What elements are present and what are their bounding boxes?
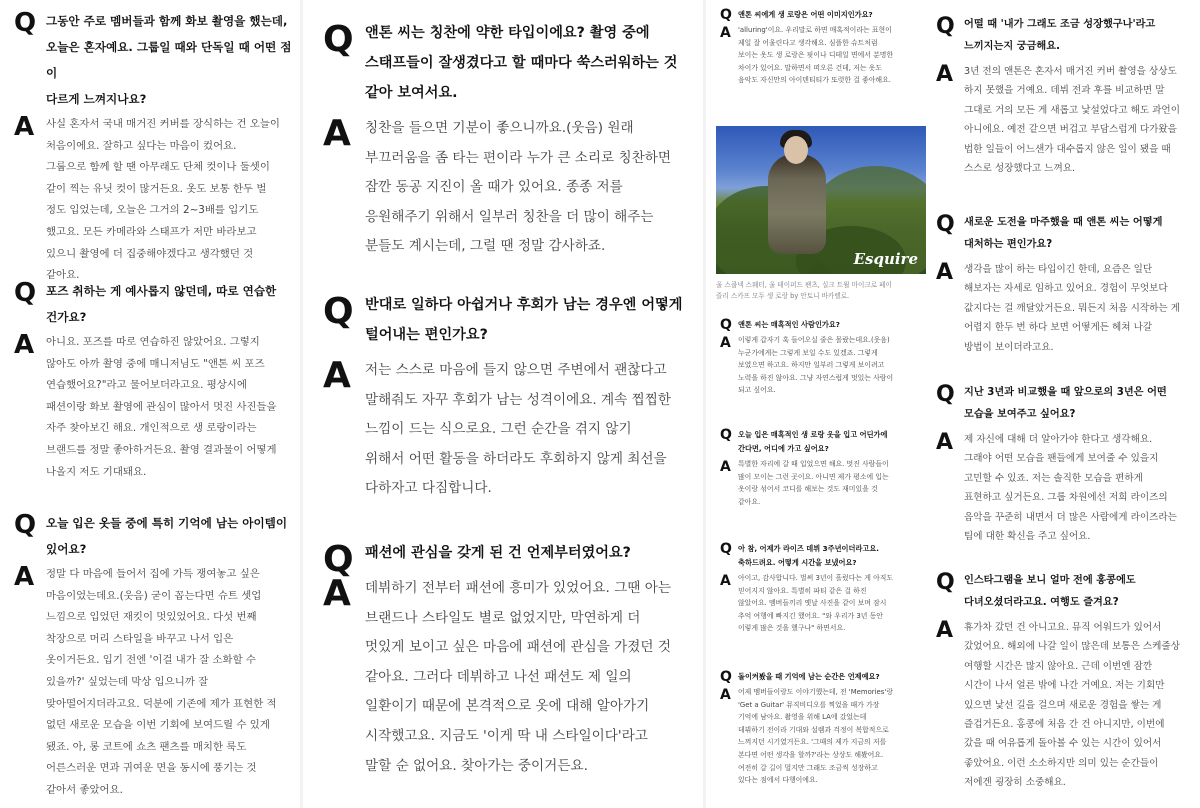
qa-item: [706, 542, 929, 635]
answer-text: 이렇게 갑자기 훅 들어오실 줄은 몰랐는데요.(웃음) 누군가에게는 그렇게 보일 수도 있겠죠. 그렇게 보였으면 하고요. 하지만 일부러 그렇게 보이려고 노력을 하진 않아요. 그냥 자연스럽게 멋있는 사람이 되고 싶어요.: [738, 336, 894, 395]
answer-text: 'alluring'이요. 우리말로 하면 매혹적이라는 표현이 제일 잘 어울린다고 생각해요. 심플한 슈트처럼 보이는 옷도 생 로랑은 핏이나 디테일 면에서 분명한 차이가 있어요. 말하면서 떠오른 건데, 저는 옷도 음악도 자신만의 아이덴티티가 또렷한 걸 좋아해요.: [738, 26, 894, 85]
q-mark: Q: [720, 669, 732, 685]
answer: [930, 430, 1200, 546]
question: [706, 8, 929, 22]
question-text: 지난 3년과 비교했을 때 앞으로의 3년은 어떤 모습을 보여주고 싶어요?: [964, 387, 1167, 420]
answer-text: 저는 스스로 마음에 들지 않으면 주변에서 괜찮다고 말해줘도 자꾸 후회가 남는 성격이에요. 계속 찝찝한 느낌이 드는 식으로요. 그런 순간을 겪지 않기 위해서 어떤 활동을 하더라도 후회하지 않게 최선을 다하자고 다짐합니다.: [365, 362, 672, 497]
qa-item: [303, 290, 703, 504]
answer: [930, 618, 1200, 793]
photo-caption: 울 스쿱넥 스웨터, 울 테이퍼드 팬츠, 실크 트윌 마이크로 페이 즐리 스카프 모두 생 로랑 by 안토니 바카렐로.: [716, 281, 892, 300]
model-figure: [768, 154, 826, 254]
answer-text: 어제 멤버들이랑도 이야기했는데, 전 'Memories'랑 'Get a Guitar' 뮤직비디오를 찍었을 때가 가장 기억에 남아요. 촬영을 위해 LA에 갔었는데 데뷔하기 전이라 기대와 설렘과 걱정이 복합적으로 느껴지던 시기였거든요. '그때의 제가 지금의 저를 본다면 어떤 생각을 할까?'라는 상상도 해봤어요. 여전히 갈 길이 멀지만 그래도 조금씩 성장하고 있다는 점에서 다행이에요.: [738, 688, 893, 785]
qa-item: [930, 382, 1200, 546]
q-mark: Q: [936, 212, 955, 237]
question-text: 패션에 관심을 갖게 된 건 언제부터였어요?: [365, 545, 631, 561]
q-mark: Q: [936, 382, 955, 407]
a-mark: A: [14, 330, 35, 360]
a-mark: A: [323, 113, 351, 154]
question: [0, 8, 300, 112]
qa-item: [706, 8, 929, 87]
answer-text: 사실 혼자서 국내 매거진 커버를 장식하는 건 오늘이 처음이에요. 잘하고 싶다는 마음이 컸어요. 그룹으로 함께 할 땐 아무래도 단체 컷이나 둘셋이 같이 찍는 유닛 컷이 많거든요. 옷도 보통 한두 벌 정도 입었는데, 오늘은 그거의 2~3배를 입기도 했고요. 모든 카메라와 스태프가 저만 바라보고 있으니 촬영에 더 집중해야겠다고 생각했던 것 같아요.: [46, 118, 280, 282]
question-text: 돌이켜봤을 때 기억에 남는 순간은 언제예요?: [738, 672, 880, 681]
q-mark: Q: [323, 539, 354, 580]
qa-item: [706, 318, 929, 397]
question-text: 앤톤 씨에게 생 로랑은 어떤 이미지인가요?: [738, 10, 873, 19]
q-mark: Q: [720, 317, 732, 333]
question-text: 앤톤 씨는 칭찬에 약한 타입이에요? 촬영 중에 스태프들이 잘생겼다고 할 때마다 쑥스러워하는 것 같아 보여서요.: [365, 25, 678, 101]
editorial-photo: [716, 126, 926, 274]
answer: [930, 260, 1200, 357]
question: [930, 212, 1200, 256]
question-text: 반대로 일하다 아쉽거나 후회가 남는 경우엔 어떻게 털어내는 편인가요?: [365, 297, 683, 343]
question-text: 아 참, 어제가 라이즈 데뷔 3주년이더라고요. 축하드려요. 어떻게 시간을 보냈어요?: [738, 544, 880, 567]
a-mark: A: [14, 562, 35, 592]
question: [0, 510, 300, 562]
answer-text: 칭찬을 들으면 기분이 좋으니까요.(웃음) 원래 부끄러움을 좀 타는 편이라 누가 큰 소리로 칭찬하면 잠깐 동공 지진이 올 때가 있어요. 종종 저를 응원해주기 위해서 일부러 칭찬을 더 많이 해주는 분들도 계시는데, 그럴 땐 정말 감사하죠.: [365, 120, 672, 255]
q-mark: Q: [936, 14, 955, 39]
qa-item: [0, 278, 300, 483]
a-mark: A: [936, 62, 954, 87]
answer-text: 생각을 많이 하는 타입이긴 한데, 요즘은 일단 해보자는 자세로 임하고 있어요. 경험이 무엇보다 값지다는 걸 깨달았거든요. 뭐든지 처음 시작하는 게 어렵지 한두 번 하다 보면 어떻게든 헤쳐 나갈 방법이 보이더라고요.: [964, 264, 1180, 353]
answer-text: 아이고, 감사합니다. 벌써 3년이 흘렀다는 게 아직도 믿어지지 않아요. 특별히 파티 같은 걸 하진 않았어요. 멤버들끼리 옛날 사진을 같이 보며 잠시 추억 여행에 빠지긴 했어요. "와 우리가 3년 동안 이렇게 많은 것을 했구나" 하면서요.: [738, 574, 894, 633]
a-mark: A: [936, 618, 954, 643]
photo-block: [706, 116, 929, 302]
answer-text: 제 자신에 대해 더 알아가야 한다고 생각해요. 그래야 어떤 모습을 팬들에게 보여줄 수 있을지 고민할 수 있죠. 저는 솔직한 모습을 편하게 표현하고 싶거든요. 그룹 차원에선 저희 라이즈의 음악을 꾸준히 내면서 더 많은 사람에게 라이즈라는 팀에 대한 확신을 주고 싶어요.: [964, 434, 1177, 543]
question-text: 어떨 때 '내가 그래도 조금 성장했구나'라고 느끼지는지 궁금해요.: [964, 19, 1156, 52]
qa-item: [930, 570, 1200, 793]
answer: [706, 686, 929, 787]
answer: [706, 572, 929, 635]
answer: [930, 62, 1200, 178]
a-mark: A: [720, 687, 731, 703]
question: [930, 570, 1200, 614]
question: [930, 382, 1200, 426]
question-text: 인스타그램을 보니 얼마 전에 홍콩에도 다녀오셨더라고요. 여행도 즐겨요?: [964, 575, 1136, 608]
question: [303, 18, 703, 108]
answer: [0, 332, 300, 483]
column-4: [930, 0, 1200, 808]
qa-item: [930, 14, 1200, 178]
a-mark: A: [936, 260, 954, 285]
a-mark: A: [720, 25, 731, 41]
question: [706, 542, 929, 570]
magazine-logo: Esquire: [853, 250, 918, 268]
qa-item: [303, 538, 703, 781]
question: [303, 538, 703, 580]
question: [303, 290, 703, 350]
answer-text: 3년 전의 앤톤은 혼자서 매거진 커버 촬영을 상상도 하지 못했을 거예요. 데뷔 전과 후를 비교하면 말 그대로 거의 모든 게 새롭고 낯설었다고 해도 과언이 아니에요. 예전 같으면 버겁고 부담스럽게 다가왔을 법한 일들이 어느샌가 대수롭지 않은 일이 됐을 때 스스로 성장했다고 느껴요.: [964, 66, 1180, 175]
answer: [0, 564, 300, 802]
question: [706, 318, 929, 332]
a-mark: A: [323, 573, 351, 614]
q-mark: Q: [936, 570, 955, 595]
qa-item: [706, 428, 929, 508]
q-mark: Q: [323, 291, 354, 332]
q-mark: Q: [323, 19, 354, 60]
qa-item: [303, 18, 703, 262]
a-mark: A: [936, 430, 954, 455]
qa-item: [930, 212, 1200, 357]
answer-text: 데뷔하기 전부터 패션에 흥미가 있었어요. 그땐 아는 브랜드나 스타일도 별로 없었지만, 막연하게 더 멋있게 보이고 싶은 마음에 패션에 관심을 가졌던 것 같아요. 그러다 데뷔하고 나선 패션도 제 일의 일환이기 때문에 본격적으로 옷에 대해 알아가기 시작했고요. 지금도 '이게 딱 내 스타일이다'라고 말할 순 없어요. 찾아가는 중이거든요.: [365, 580, 672, 774]
question: [706, 670, 929, 684]
question-text: 앤톤 씨는 매혹적인 사람인가요?: [738, 320, 840, 329]
a-mark: A: [323, 355, 351, 396]
question-text: 새로운 도전을 마주했을 때 앤톤 씨는 어떻게 대처하는 편인가요?: [964, 217, 1163, 250]
question: [706, 428, 929, 456]
question: [930, 14, 1200, 58]
q-mark: Q: [14, 510, 37, 540]
answer: [303, 356, 703, 504]
q-mark: Q: [14, 278, 37, 308]
question-text: 오늘 입은 옷들 중에 특히 기억에 남는 아이템이 있어요?: [46, 516, 288, 556]
qa-item: [0, 510, 300, 802]
question: [0, 278, 300, 330]
answer: [303, 574, 703, 781]
answer-text: 특별한 자리에 갈 때 입었으면 해요. 멋진 사람들이 많이 모이는 그런 곳이요. 아니면 제가 평소에 입는 옷이랑 섞어서 코디를 해보는 것도 재미있을 것 같아요.: [738, 460, 889, 506]
column-3: [706, 0, 929, 808]
a-mark: A: [720, 335, 731, 351]
question-text: 그동안 주로 멤버들과 함께 화보 촬영을 했는데, 오늘은 혼자예요. 그룹일 때와 단독일 때 어떤 점이 다르게 느껴지나요?: [46, 14, 292, 106]
answer-text: 아니요. 포즈를 따로 연습하진 않았어요. 그렇지 않아도 아까 촬영 중에 매니저님도 "앤톤 씨 포즈 연습했어요?"라고 물어보더라고요. 평상시에 패션이랑 화보 촬영에 관심이 많아서 멋진 사진들을 자주 찾아보긴 해요. 개인적으로 생 로랑이라는 브랜드를 정말 좋아하거든요. 촬영 결과물이 어떻게 나올지 저도 기대돼요.: [46, 336, 277, 478]
a-mark: A: [720, 459, 731, 475]
q-mark: Q: [720, 427, 732, 443]
q-mark: Q: [14, 8, 37, 38]
question-text: 포즈 취하는 게 예사롭지 않던데, 따로 연습한 건가요?: [46, 284, 277, 324]
answer: [706, 458, 929, 508]
answer: [0, 114, 300, 287]
qa-item: [706, 670, 929, 787]
a-mark: A: [14, 112, 35, 142]
a-mark: A: [720, 573, 731, 589]
question-text: 오늘 입은 매혹적인 생 로랑 옷을 입고 어딘가에 간다면, 어디에 가고 싶어요?: [738, 430, 888, 453]
q-mark: Q: [720, 541, 732, 557]
q-mark: Q: [720, 7, 732, 23]
answer: [706, 334, 929, 397]
qa-item: [0, 8, 300, 287]
answer-text: 정말 다 마음에 들어서 집에 가득 쟁여놓고 싶은 마음이었는데요.(웃음) 굳이 꼽는다면 슈트 셋업 느낌으로 입었던 재킷이 멋있었어요. 다섯 번째 착장으로 머리 스타일을 바꾸고 나서 입은 옷이거든요. 입기 전엔 '이걸 내가 잘 소화할 수 있을까?' 싶었는데 막상 입으니까 잘 맞아떨어지더라고요. 덕분에 기존에 제가 표현한 적 없던 새로운 모습을 이번 기회에 보여드릴 수 있게 됐죠. 아, 롱 코트에 쇼츠 팬츠를 매치한 룩도 어른스러운 면과 귀여운 면을 동시에 풍기는 것 같아서 좋았어요.: [46, 568, 277, 796]
column-2: [303, 0, 703, 808]
answer: [303, 114, 703, 262]
answer: [706, 24, 929, 87]
column-1: [0, 0, 300, 808]
answer-text: 휴가차 갔던 건 아니고요. 뮤직 어워드가 있어서 갔었어요. 해외에 나갈 일이 많은데 보통은 스케줄상 여행할 시간은 많지 않아요. 근데 이번엔 잠깐 시간이 나서 얼른 밖에 나간 거예요. 저는 기회만 있으면 낯선 길을 걸으며 새로운 경험을 쌓는 게 즐겁거든요. 홍콩에 처음 간 건 아니지만, 이번에 갔을 때 여유롭게 돌아볼 수 있는 시간이 있어서 좋았어요. 이런 소소하지만 의미 있는 순간들이 저에겐 굉장히 소중해요.: [964, 622, 1180, 789]
